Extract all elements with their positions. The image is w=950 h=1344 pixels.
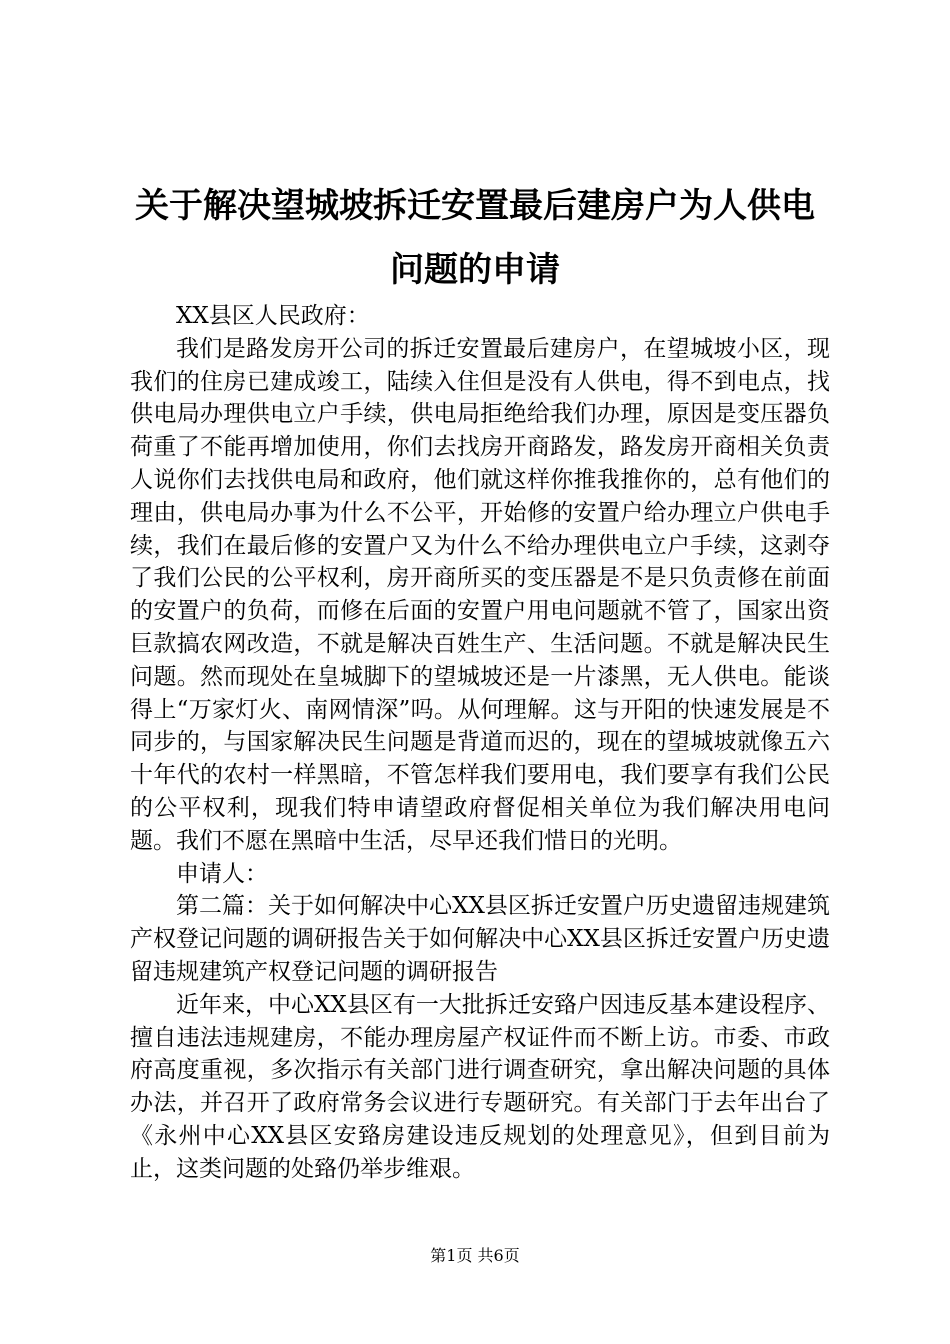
paragraph-second-article-body: 近年来，中心XX县区有一大批拆迁安臵户因违反基本建设程序、擅自违法违规建房，不能办理房屋产权证件而不断上访。市委、市政府高度重视，多次指示有关部门进行调查研究，拿出解决问题的具体办法，并召开了政府常务会议进行专题研究。有关部门于去年出台了《永州中心XX县区安臵房建设违反规划的处理意见》，但到目前为止，这类问题的处臵仍举步维艰。 — [130, 991, 830, 1182]
paragraph-second-article-title: 第二篇：关于如何解决中心XX县区拆迁安置户历史遗留违规建筑产权登记问题的调研报告关于如何解决中心XX县区拆迁安置户历史遗留违规建筑产权登记问题的调研报告 — [130, 893, 830, 985]
document-body — [130, 300, 830, 1186]
document-title-line-2: 问题的申请 — [390, 250, 560, 290]
paragraph-application: 我们是路发房开公司的拆迁安置最后建房户，在望城坡小区，现我们的住房已建成竣工，陆续入住但是没有人供电，得不到电点，找供电局办理供电立户手续，供电局拒绝给我们办理，原因是变压器负荷重了不能再增加使用，你们去找房开商路发，路发房开商相关负责人说你们去找供电局和政府，他们就这样你推我推你的，总有他们的理由，供电局办事为什么不公平，开始修的安置户给办理立户供电手续，我们在最后修的安置户又为什么不给办理供电立户手续，这剥夺了我们公民的公平权利，房开商所买的变压器是不是只负责修在前面的安置户的负荷，而修在后面的安置户用电问题就不管了，国家出资巨款搞农网改造，不就是解决百姓生产、生活问题。不就是解决民生问题。然而现处在皇城脚下的望城坡还是一片漆黑，无人供电。能谈得上“万家灯火、南网情深”吗。从何理解。这与开阳的快速发展是不同步的，与国家解决民生问题是背道而迟的，现在的望城坡就像五六十年代的农村一样黑暗，不管怎样我们要用电，我们要享有我们公民的公平权利，现我们特申请望政府督促相关单位为我们解决用电问题。我们不愿在黑暗中生活，尽早还我们惜日的光明。 — [130, 335, 830, 854]
page-indicator: 第1页 共6页 — [430, 1246, 520, 1265]
paragraph-applicant: 申请人： — [176, 860, 268, 887]
document-title-line-1: 关于解决望城坡拆迁安置最后建房户为人供电 — [135, 186, 815, 226]
salutation: XX县区人民政府： — [176, 303, 370, 329]
